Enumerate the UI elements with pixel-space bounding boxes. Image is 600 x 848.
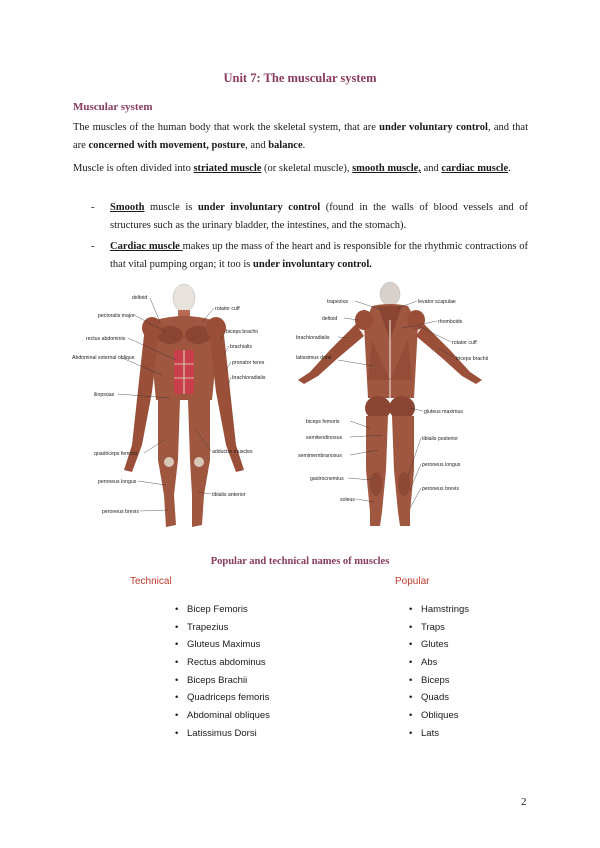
list-item: • Quads (409, 689, 469, 707)
front-body-figure (124, 284, 244, 527)
label-rotator-cuff-back: rotator cuff (452, 340, 477, 346)
label-tibialis-anterior: tibialis anterior (212, 492, 246, 498)
label-peroneus-longus-back: peroneus longus (422, 462, 461, 468)
label-soleus: soleus (340, 497, 355, 503)
label-brachialis: brachialis (230, 344, 252, 350)
label-brachioradialis-back: brachioradialis (296, 335, 330, 341)
technical-names-list (175, 601, 270, 743)
label-quadriceps-femoris: quadriceps femoris (94, 451, 138, 457)
muscle-names-subtitle: Popular and technical names of muscles (210, 556, 390, 567)
label-rhomboids: rhomboids (438, 319, 463, 325)
label-biceps-femoris: biceps femoris (306, 419, 340, 425)
list-item: • Glutes (409, 636, 469, 654)
list-item: • Biceps Brachii (175, 672, 270, 690)
list-item: • Traps (409, 619, 469, 637)
label-trapezius: trapezius (327, 299, 349, 305)
list-item: • Latissimus Dorsi (175, 725, 270, 743)
label-semimembranosus: semimembranosus (298, 453, 342, 459)
popular-names-list (409, 601, 469, 743)
label-peroneus-brevis-back: peroneus brevis (422, 486, 459, 492)
muscle-anatomy-illustration (72, 280, 530, 532)
page-number: 2 (521, 796, 527, 808)
label-semitendinosus: semitendinosus (306, 435, 343, 441)
label-rectus-abdominis: rectus abdominis (86, 336, 126, 342)
muscular-system-figure (72, 280, 530, 532)
label-levator-scapulae: levator scapulae (418, 299, 456, 305)
label-biceps-brachii: biceps brachii (226, 329, 258, 335)
label-brachioradialis-front: brachioradialis (232, 375, 266, 381)
label-peroneus-brevis: peroneus brevis (102, 509, 139, 515)
label-latissimus-dorsi: latissimus dorsi (296, 355, 332, 361)
label-gastrocnemius: gastrocnemius (310, 476, 344, 482)
label-rotator-cuff-front: rotator cuff (215, 306, 240, 312)
label-gluteus-maximus: gluteus maximus (424, 409, 463, 415)
label-abdominal-external-oblique: Abdominal external oblique (72, 355, 135, 361)
section-heading: Muscular system (73, 101, 153, 113)
label-adductor-muscles: adductor muscles (212, 449, 253, 455)
label-peroneus-longus: peroneus longus (98, 479, 137, 485)
label-deltoid-front: deltoid (132, 295, 148, 301)
bullet-smooth-muscle: - Smooth muscle is under involuntary control (found in the walls of blood vessels and of structures such as the urinary bladder, the intestines, and the stomach). (91, 202, 528, 231)
list-item: • Abs (409, 654, 469, 672)
list-item: • Quadriceps femoris (175, 689, 270, 707)
label-triceps-brachii: triceps brachii (456, 356, 489, 362)
label-deltoid-back: deltoid (322, 316, 338, 322)
list-item: • Hamstrings (409, 601, 469, 619)
bullet-cardiac-muscle: - Cardiac muscle makes up the mass of the heart and is responsible for the rhythmic contractions of that vital pumping organ; it too is under involuntary control. (91, 241, 528, 270)
label-pectoralis-major: pectoralis major (98, 313, 135, 319)
label-pronator-teres: pronator teres (232, 360, 265, 366)
popular-column-heading: Popular (395, 576, 430, 587)
label-iliopsoas: iliopsoas (94, 392, 115, 398)
list-item: • Bicep Femoris (175, 601, 270, 619)
list-item: • Rectus abdominus (175, 654, 270, 672)
list-item: • Gluteus Maximus (175, 636, 270, 654)
technical-column-heading: Technical (130, 576, 172, 587)
list-item: • Obliques (409, 707, 469, 725)
list-item: • Abdominal obliques (175, 707, 270, 725)
muscle-types-paragraph: Muscle is often divided into striated muscle (or skeletal muscle), smooth muscle, and cardiac muscle. (73, 163, 511, 174)
label-tibialis-posterior: tibialis posterior (422, 436, 459, 442)
intro-paragraph: The muscles of the human body that work the skeletal system, that are under voluntary control, and that are concerned with movement, posture, and balance. (73, 122, 528, 151)
page-title: Unit 7: The muscular system (223, 71, 377, 85)
list-item: • Trapezius (175, 619, 270, 637)
list-item: • Lats (409, 725, 469, 743)
list-item: • Biceps (409, 672, 469, 690)
